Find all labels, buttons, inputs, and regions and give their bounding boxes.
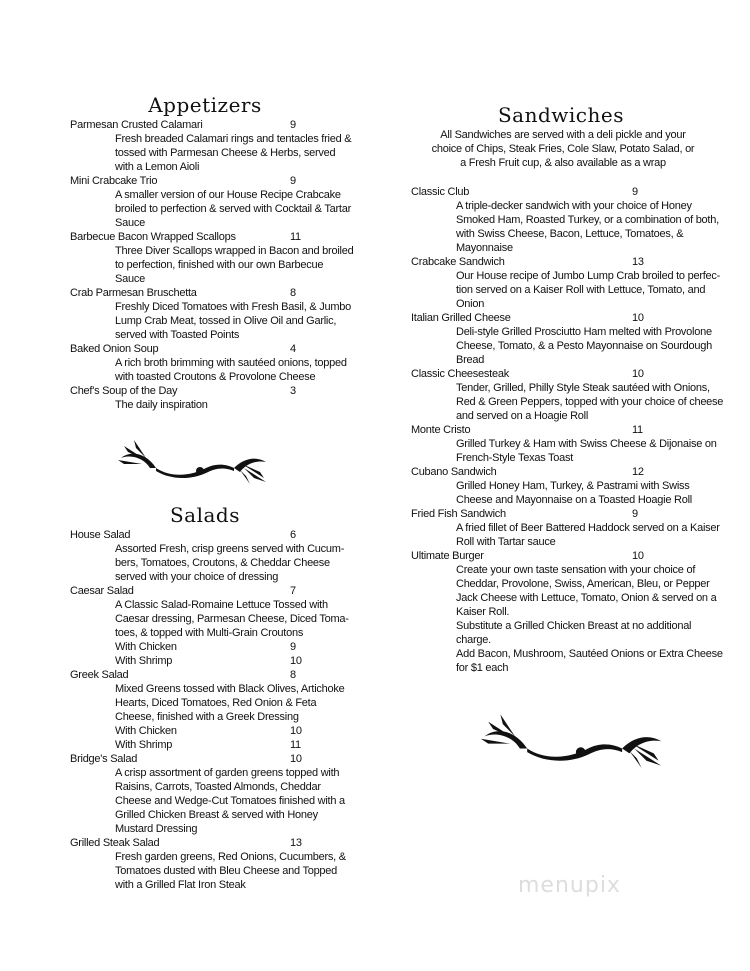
- item-name: Ultimate Burger: [411, 550, 484, 562]
- item-header: [70, 752, 355, 766]
- item-price: 9: [632, 186, 638, 198]
- item-description-line: broiled to perfection & served with Cocktail & Tartar: [115, 203, 351, 215]
- menu-item: [411, 423, 741, 465]
- menu-item: [70, 528, 355, 584]
- item-header: [70, 286, 355, 300]
- menu-item: [70, 230, 355, 286]
- item-description-line: Grilled Turkey & Ham with Swiss Cheese & Dijonaise on: [456, 438, 717, 450]
- menu-item: [411, 185, 741, 255]
- item-name: Bridge's Salad: [70, 753, 138, 765]
- item-description-line: tossed with Parmesan Cheese & Herbs, served: [115, 147, 336, 159]
- item-description-line: Mayonnaise: [456, 242, 513, 254]
- item-name: Grilled Steak Salad: [70, 837, 160, 849]
- item-description-line: to perfection, finished with our own Barbecue: [115, 259, 324, 271]
- item-description-line: Mixed Greens tossed with Black Olives, Artichoke: [115, 683, 345, 695]
- item-description-line: Add Bacon, Mushroom, Sautéed Onions or Extra Cheese: [456, 648, 723, 660]
- item-description-line: Hearts, Diced Tomatoes, Red Onion & Feta: [115, 697, 317, 709]
- item-option: [70, 738, 355, 752]
- menu-item: [70, 342, 355, 384]
- menu-item: [70, 286, 355, 342]
- watermark-logo: menupix: [518, 873, 621, 898]
- item-price: 4: [290, 343, 296, 355]
- item-header: [70, 528, 355, 542]
- menu-item: [411, 367, 741, 423]
- item-description-line: charge.: [456, 634, 491, 646]
- item-description-line: Tomatoes dusted with Bleu Cheese and Topped: [115, 865, 338, 877]
- item-description-line: Cheddar, Provolone, Swiss, American, Bleu, or Pepper: [456, 578, 710, 590]
- item-description-line: Raisins, Carrots, Toasted Almonds, Cheddar: [115, 781, 321, 793]
- option-name: With Shrimp: [115, 739, 173, 751]
- item-description-line: Cheese and Wedge-Cut Tomatoes finished with a: [115, 795, 345, 807]
- item-price: 13: [290, 837, 302, 849]
- sandwiches-section: [411, 102, 741, 675]
- item-description-line: Cheese, Tomato, & a Pesto Mayonnaise on Sourdough: [456, 340, 712, 352]
- item-price: 3: [290, 385, 296, 397]
- ornament-divider-icon: [116, 438, 268, 484]
- item-header: [70, 342, 355, 356]
- item-description-line: Three Diver Scallops wrapped in Bacon and broiled: [115, 245, 354, 257]
- option-price: 10: [290, 725, 302, 737]
- item-description-line: Tender, Grilled, Philly Style Steak sautéed with Onions,: [456, 382, 710, 394]
- item-option: [70, 724, 355, 738]
- item-price: 13: [632, 256, 644, 268]
- menu-item: [411, 311, 741, 367]
- item-description-line: Red & Green Peppers, topped with your choice of cheese: [456, 396, 724, 408]
- item-description-line: Jack Cheese with Lettuce, Tomato, Onion & served on a: [456, 592, 717, 604]
- item-name: Caesar Salad: [70, 585, 134, 597]
- item-description-line: A triple-decker sandwich with your choice of Honey: [456, 200, 692, 212]
- intro-line: a Fresh Fruit cup, & also available as a wrap: [460, 157, 666, 169]
- item-price: 10: [290, 753, 302, 765]
- ornament-divider-icon: [460, 712, 682, 768]
- item-header: [411, 465, 741, 479]
- item-price: 8: [290, 669, 296, 681]
- item-header: [70, 384, 355, 398]
- item-name: Barbecue Bacon Wrapped Scallops: [70, 231, 236, 243]
- item-option: [70, 640, 355, 654]
- item-description-line: Freshly Diced Tomatoes with Fresh Basil, & Jumbo: [115, 301, 351, 313]
- item-header: [411, 185, 741, 199]
- option-name: With Shrimp: [115, 655, 173, 667]
- item-description-line: served with Toasted Points: [115, 329, 240, 341]
- item-description-line: served with your choice of dressing: [115, 571, 279, 583]
- item-name: House Salad: [70, 529, 131, 541]
- salads-heading: Salads: [169, 503, 240, 527]
- item-price: 9: [290, 119, 296, 131]
- item-name: Classic Club: [411, 186, 470, 198]
- item-header: [411, 423, 741, 437]
- menu-item: [70, 836, 355, 892]
- item-name: Chef's Soup of the Day: [70, 385, 178, 397]
- item-description-line: A rich broth brimming with sautéed onions, topped: [115, 357, 347, 369]
- item-name: Fried Fish Sandwich: [411, 508, 506, 520]
- item-price: 11: [632, 424, 643, 436]
- item-header: [70, 668, 355, 682]
- item-name: Classic Cheesesteak: [411, 368, 509, 380]
- item-description-line: bers, Tomatoes, Croutons, & Cheddar Cheese: [115, 557, 330, 569]
- menu-item: [70, 384, 355, 412]
- menu-item: [411, 255, 741, 311]
- item-description-line: Smoked Ham, Roasted Turkey, or a combination of both,: [456, 214, 719, 226]
- item-header: [411, 507, 741, 521]
- item-description-line: Mustard Dressing: [115, 823, 198, 835]
- item-name: Monte Cristo: [411, 424, 471, 436]
- menu-item: [70, 752, 355, 836]
- item-header: [70, 584, 355, 598]
- item-price: 11: [290, 231, 301, 243]
- item-description-line: A crisp assortment of garden greens topped with: [115, 767, 340, 779]
- item-description-line: Assorted Fresh, crisp greens served with Cucum-: [115, 543, 345, 555]
- item-description-line: Substitute a Grilled Chicken Breast at no additional: [456, 620, 692, 632]
- item-header: [70, 230, 355, 244]
- item-price: 9: [632, 508, 638, 520]
- item-price: 8: [290, 287, 296, 299]
- item-description-line: French-Style Texas Toast: [456, 452, 574, 464]
- item-description-line: Create your own taste sensation with your choice of: [456, 564, 696, 576]
- item-name: Parmesan Crusted Calamari: [70, 119, 203, 131]
- item-header: [70, 118, 355, 132]
- item-description-line: Onion: [456, 298, 485, 310]
- item-description-line: Cheese, finished with a Greek Dressing: [115, 711, 299, 723]
- menu-item: [70, 118, 355, 174]
- item-price: 7: [290, 585, 296, 597]
- option-price: 9: [290, 641, 296, 653]
- item-price: 12: [632, 466, 644, 478]
- sandwiches-intro: [413, 128, 713, 170]
- intro-line: All Sandwiches are served with a deli pickle and your: [440, 129, 686, 141]
- item-header: [411, 255, 741, 269]
- option-name: With Chicken: [115, 725, 177, 737]
- item-price: 10: [632, 550, 644, 562]
- item-description-line: Grilled Honey Ham, Turkey, & Pastrami with Swiss: [456, 480, 690, 492]
- item-description-line: Fresh breaded Calamari rings and tentacles fried &: [115, 133, 352, 145]
- menu-item: [70, 668, 355, 752]
- option-name: With Chicken: [115, 641, 177, 653]
- salads-section: [70, 502, 355, 892]
- intro-line: choice of Chips, Steak Fries, Cole Slaw, Potato Salad, or: [431, 143, 695, 155]
- item-name: Crab Parmesan Bruschetta: [70, 287, 197, 299]
- item-name: Italian Grilled Cheese: [411, 312, 511, 324]
- item-description-line: Our House recipe of Jumbo Lump Crab broiled to perfec-: [456, 270, 721, 282]
- menu-item: [411, 549, 741, 675]
- menu-item: [70, 174, 355, 230]
- appetizers-heading: Appetizers: [148, 93, 262, 117]
- item-description-line: Lump Crab Meat, tossed in Olive Oil and Garlic,: [115, 315, 337, 327]
- item-price: 6: [290, 529, 296, 541]
- item-header: [411, 311, 741, 325]
- item-description-line: Bread: [456, 354, 485, 366]
- item-description-line: tion served on a Kaiser Roll with Lettuce, Tomato, and: [456, 284, 706, 296]
- item-header: [70, 836, 355, 850]
- item-description-line: Fresh garden greens, Red Onions, Cucumbers, &: [115, 851, 346, 863]
- item-header: [70, 174, 355, 188]
- item-description-line: with Swiss Cheese, Bacon, Lettuce, Tomatoes, &: [456, 228, 684, 240]
- item-price: 10: [632, 312, 644, 324]
- menu-item: [411, 507, 741, 549]
- item-description-line: Deli-style Grilled Prosciutto Ham melted with Provolone: [456, 326, 712, 338]
- item-description-line: A fried fillet of Beer Battered Haddock served on a Kaiser: [456, 522, 720, 534]
- item-header: [411, 367, 741, 381]
- sandwiches-heading: Sandwiches: [497, 103, 624, 127]
- option-price: 10: [290, 655, 302, 667]
- item-description-line: Caesar dressing, Parmesan Cheese, Diced Toma-: [115, 613, 349, 625]
- appetizers-section: [70, 92, 355, 412]
- item-price: 10: [632, 368, 644, 380]
- item-description-line: The daily inspiration: [115, 399, 208, 411]
- item-option: [70, 654, 355, 668]
- menu-item: [411, 465, 741, 507]
- item-name: Cubano Sandwich: [411, 466, 497, 478]
- menu-item: [70, 584, 355, 668]
- option-price: 11: [290, 739, 301, 751]
- item-description-line: Sauce: [115, 217, 145, 229]
- item-price: 9: [290, 175, 296, 187]
- item-description-line: A Classic Salad-Romaine Lettuce Tossed with: [115, 599, 328, 611]
- item-header: [411, 549, 741, 563]
- item-name: Baked Onion Soup: [70, 343, 159, 355]
- item-description-line: Cheese and Mayonnaise on a Toasted Hoagie Roll: [456, 494, 692, 506]
- item-description-line: Kaiser Roll.: [456, 606, 510, 618]
- item-description-line: Roll with Tartar sauce: [456, 536, 556, 548]
- item-description-line: A smaller version of our House Recipe Crabcake: [115, 189, 341, 201]
- item-description-line: with toasted Croutons & Provolone Cheese: [115, 371, 316, 383]
- item-description-line: and served on a Hoagie Roll: [456, 410, 589, 422]
- item-description-line: Sauce: [115, 273, 145, 285]
- item-description-line: with a Lemon Aioli: [115, 161, 200, 173]
- item-name: Greek Salad: [70, 669, 129, 681]
- item-name: Mini Crabcake Trio: [70, 175, 158, 187]
- item-description-line: for $1 each: [456, 662, 509, 674]
- item-name: Crabcake Sandwich: [411, 256, 505, 268]
- item-description-line: with a Grilled Flat Iron Steak: [115, 879, 246, 891]
- item-description-line: toes, & topped with Multi-Grain Croutons: [115, 627, 304, 639]
- item-description-line: Grilled Chicken Breast & served with Honey: [115, 809, 318, 821]
